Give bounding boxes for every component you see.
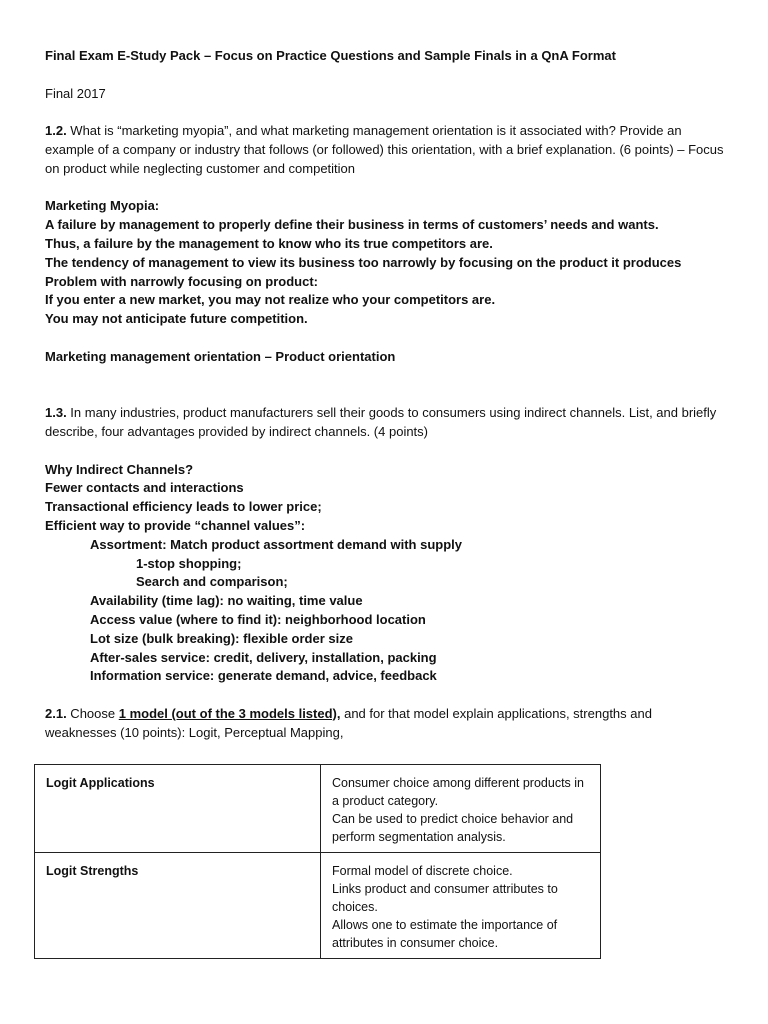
question-1-2 <box>45 122 725 178</box>
cell-line: Can be used to predict choice behavior and <box>332 812 574 826</box>
answer-line: Efficient way to provide “channel values”: <box>45 517 306 533</box>
answer-heading: Marketing Myopia: <box>45 198 160 214</box>
question-1-3 <box>45 404 725 442</box>
channel-value-item: Assortment: Match product assortment demand with supply <box>90 536 462 552</box>
question-number: 1.3. <box>45 405 67 421</box>
channel-value-subitem: 1-stop shopping; <box>136 555 242 571</box>
channel-value-item: Lot size (bulk breaking): flexible order size <box>90 630 353 646</box>
answer-1-3 <box>45 461 725 687</box>
answer-line: A failure by management to properly define their business in terms of customers’ needs and wants. <box>45 217 659 233</box>
channel-value-item: Access value (where to find it): neighborhood location <box>90 611 426 627</box>
question-number: 1.2. <box>45 123 67 139</box>
question-number: 2.1. <box>45 705 67 721</box>
question-text: In many industries, product manufacturers sell their goods to consumers using indirect channels. List, and briefly describe, four advantages provided by indirect channels. (4 points) <box>45 405 717 439</box>
question-text-pre: Choose <box>66 705 119 721</box>
question-text: What is “marketing myopia”, and what marketing management orientation is it associated with? Provide an example of a company or industry that follows (or followed) this orientation, with a brief explanation. (6 points) – Focus on product while neglecting customer and competition <box>45 123 724 176</box>
orientation-line: Marketing management orientation – Product orientation <box>45 348 396 364</box>
document-page <box>45 47 725 742</box>
logit-table <box>34 764 601 959</box>
answer-line: Problem with narrowly focusing on product: <box>45 273 319 289</box>
row-label: Logit Strengths <box>35 853 321 959</box>
cell-line: perform segmentation analysis. <box>332 830 506 844</box>
answer-line: Fewer contacts and interactions <box>45 480 244 496</box>
answer-line: Thus, a failure by the management to know who its true competitors are. <box>45 235 493 251</box>
cell-line: a product category. <box>332 794 439 808</box>
cell-line: choices. <box>332 900 378 914</box>
answer-line: Transactional efficiency leads to lower price; <box>45 499 322 515</box>
answer-line: If you enter a new market, you may not realize who your competitors are. <box>45 292 496 308</box>
cell-line: Formal model of discrete choice. <box>332 864 513 878</box>
row-label: Logit Applications <box>35 765 321 853</box>
cell-line: Consumer choice among different products in <box>332 776 584 790</box>
row-content <box>321 765 601 853</box>
channel-value-item: After-sales service: credit, delivery, installation, packing <box>90 649 437 665</box>
channel-value-subitem: Search and comparison; <box>136 574 288 590</box>
table-row <box>35 765 601 853</box>
question-text-underlined: 1 model (out of the 3 models listed), <box>118 705 341 721</box>
channel-value-item: Information service: generate demand, advice, feedback <box>90 668 437 684</box>
cell-line: Allows one to estimate the importance of <box>332 918 558 932</box>
question-2-1 <box>45 705 725 743</box>
question-text-post: and for that model explain applications, strengths and weaknesses (10 points): Logit, Perceptual Mapping, <box>45 705 652 740</box>
cell-line: attributes in consumer choice. <box>332 936 499 950</box>
answer-line: You may not anticipate future competition. <box>45 311 308 327</box>
answer-line: The tendency of management to view its business too narrowly by focusing on the product it produces <box>45 254 682 270</box>
answer-1-2 <box>45 197 725 366</box>
table-row <box>35 853 601 959</box>
cell-line: Links product and consumer attributes to <box>332 882 558 896</box>
answer-heading: Why Indirect Channels? <box>45 461 194 477</box>
document-title: Final Exam E-Study Pack – Focus on Practice Questions and Sample Finals in a QnA Format <box>45 48 616 63</box>
channel-value-item: Availability (time lag): no waiting, time value <box>90 593 363 609</box>
exam-year: Final 2017 <box>45 85 106 101</box>
row-content <box>321 853 601 959</box>
